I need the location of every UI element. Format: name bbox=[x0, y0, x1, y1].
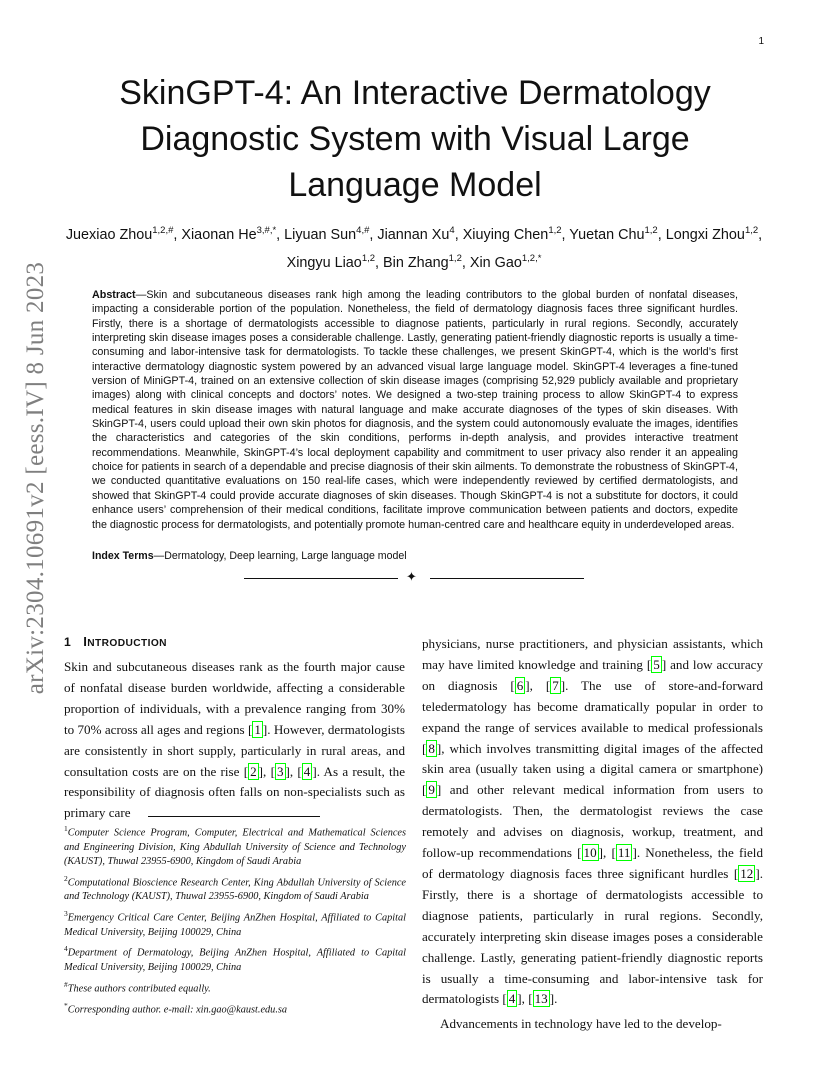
section-divider bbox=[244, 570, 584, 585]
citation-link[interactable]: 5 bbox=[653, 656, 660, 672]
citation-link[interactable]: 1 bbox=[254, 721, 261, 737]
author-name: Liyuan Sun bbox=[284, 226, 357, 243]
divider-line-left bbox=[244, 578, 398, 579]
author-affiliation-marks: 1,2 bbox=[548, 225, 562, 236]
footnote-text[interactable]: Corresponding author. e-mail: xin.gao@kaust.edu.sa bbox=[67, 1004, 288, 1016]
arxiv-identifier[interactable]: arXiv:2304.10691v2 [eess.IV] 8 Jun 2023 bbox=[22, 261, 49, 695]
footnote-mark: 4 bbox=[64, 944, 68, 954]
index-terms-text: —Dermatology, Deep learning, Large language model bbox=[153, 550, 407, 562]
author-affiliation-marks: 1,2,# bbox=[152, 225, 174, 236]
footnote-text: These authors contributed equally. bbox=[67, 983, 211, 995]
footnote-text: Computational Bioscience Research Center, King Abdullah University of Science and Technology (KAUST), Thuwal 23955-6900, Kingdom of Saudi Arabia bbox=[64, 877, 406, 903]
section-title-initial: I bbox=[83, 634, 88, 649]
index-terms bbox=[92, 550, 738, 562]
footnote bbox=[64, 872, 406, 905]
citation-link[interactable]: 11 bbox=[617, 845, 631, 861]
footnote bbox=[64, 978, 406, 997]
citation-link[interactable]: 6 bbox=[516, 677, 524, 693]
author-affiliation-marks: 1,2 bbox=[448, 252, 462, 264]
author-affiliation-marks: 4 bbox=[449, 225, 455, 236]
right-column bbox=[422, 634, 763, 1035]
citation-link[interactable]: 8 bbox=[428, 740, 435, 756]
section-number: 1 bbox=[64, 635, 72, 649]
citation-link[interactable]: 10 bbox=[583, 845, 597, 861]
abstract bbox=[92, 288, 738, 532]
abstract-text: —Skin and subcutaneous diseases rank high among the leading contributors to the global burden of nonfatal diseases, impacting a considerable portion of the population. Nonetheless, the field of dermatology diagnosis faces three significant hurdles. Firstly, there is a shortage of dermatologists accessible to diagnose patients, particularly in rural regions. Secondly, accurately interpreting skin disease images poses a considerable challenge. Lastly, generating patient-friendly diagnostic reports is usually a time-consuming and labor-intensive task for dermatologists. To tackle these challenges, we present SkinGPT-4, which is the world’s first interactive dermatology diagnostic system powered by an advanced visual large language model. SkinGPT-4 leverages a fine-tuned version of MiniGPT-4, trained on an extensive collection of skin disease images (comprising 52,929 publicly available and proprietary images) along with clinical concepts and doctors’ notes. We designed a two-step training process to allow SkinGPT-4 to express medical features in skin disease images with natural language and make accurate diagnoses of the types of skin diseases. With SkinGPT-4, users could upload their own skin photos for diagnosis, and the system could autonomously evaluate the images, identifies the characteristics and categories of the skin conditions, performs in-depth analysis, and provides interactive treatment recommendations. Meanwhile, SkinGPT-4’s local deployment capability and commitment to user privacy also render it an appealing choice for patients in search of a dependable and precise diagnosis of their skin ailments. To demonstrate the robustness of SkinGPT-4, we conducted quantitative evaluations on 150 real-life cases, which were independently reviewed by certified dermatologists, and showed that SkinGPT-4 could provide accurate diagnoses of skin diseases. Though SkinGPT-4 is not a substitute for doctors, it could enhance users’ comprehension of their medical conditions, facilitate improve communication between patients and doctors, expedite the diagnostic process for dermatologists, and potentially promote human-centred care and healthcare equity in underdeveloped areas. bbox=[92, 289, 738, 531]
footnote bbox=[64, 907, 406, 940]
footnote-mark: # bbox=[64, 979, 68, 989]
author-name: Juexiao Zhou bbox=[65, 226, 153, 243]
author-affiliation-marks: 1,2 bbox=[361, 252, 376, 264]
divider-diamond-icon: ✦ bbox=[406, 570, 417, 585]
author-name: Longxi Zhou bbox=[665, 226, 745, 243]
author-affiliation-marks: 3,#,* bbox=[256, 225, 277, 236]
author-name: Xingyu Liao bbox=[286, 254, 362, 271]
section-heading-introduction bbox=[64, 634, 167, 649]
author-affiliation-marks: 4,# bbox=[356, 225, 370, 236]
page-number: 1 bbox=[758, 36, 764, 47]
divider-line-right bbox=[430, 578, 584, 579]
citation-link[interactable]: 3 bbox=[276, 763, 284, 779]
citation-link[interactable]: 13 bbox=[534, 991, 548, 1007]
author-name: Xin Gao bbox=[469, 254, 522, 271]
footnote-text: Computer Science Program, Computer, Electrical and Mathematical Sciences and Engineering Division, King Abdullah University of Science and Technology (KAUST), Thuwal 23955-6900, Kingdom of Saudi Arabia bbox=[64, 827, 406, 867]
author-affiliation-marks: 1,2,* bbox=[521, 252, 542, 264]
author-name: Xiaonan He bbox=[181, 226, 257, 243]
author-list: Juexiao Zhou$^{1,2,\#}$, Xiaonan $He^{3,\#,*}$, Liyuan Sun$^{4,\#}$, Jiannan Xu$^4$, Xiuying Chen$^{1,2}$, Yuetan Chu$^{1,2}$, Longxi Zhou$^{1,2}$, Xingyu Liao$^{1,2}$, Bin Zhang$^{1,2}$, Xin Gao$^{1,2,*}$ bbox=[65, 225, 763, 271]
citation-link[interactable]: 2 bbox=[250, 763, 257, 779]
footnote-mark: * bbox=[64, 1001, 68, 1011]
paper-title: SkinGPT-4: An Interactive Dermatology Diagnostic System with Visual Large Language Model bbox=[119, 74, 711, 204]
citation-link[interactable]: 12 bbox=[740, 865, 754, 881]
citation-link[interactable]: 9 bbox=[428, 782, 435, 798]
footnote bbox=[64, 822, 406, 869]
abstract-label: Abstract bbox=[92, 289, 136, 301]
intro-paragraph-2: Advancements in technology have led to the develop- bbox=[440, 1016, 722, 1032]
author-affiliation-marks: 1,2 bbox=[644, 225, 658, 236]
author-name: Jiannan Xu bbox=[377, 226, 450, 243]
affiliation-footnotes bbox=[64, 822, 406, 1020]
footnote-mark: 3 bbox=[64, 909, 68, 919]
footnote-text: Department of Dermatology, Beijing AnZhen Hospital, Affiliated to Capital Medical University, Beijing 100029, China bbox=[64, 947, 406, 974]
author-affiliation-marks: 1,2 bbox=[744, 225, 759, 236]
intro-paragraph-1-continued: physicians, nurse practitioners, and physician assistants, which may have limited knowledge and training [ 5 ] and low accuracy on diagnosis [ 6 ], [ 7 ]. The use of store-and-forward teledermatology has become dramatically popular in order to expand the range of services available to medical professionals [ 8 ], which involves transmitting digital images of the affected skin area (usually taken using a digital camera or smartphone) [ 9 ] and other relevant medical information from users to dermatologists. Then, the dermatologist reviews the case remotely and advises on diagnosis, workup, treatment, and follow-up recommendations [ 10 ], [ 11 ]. Nonetheless, the field of dermatology diagnosis faces three significant hurdles [ 12 ]. Firstly, there is a shortage of dermatologists accessible to diagnose patients, particularly in rural regions. Secondly, accurately interpreting skin disease images poses a considerable challenge. Lastly, generating patient-friendly diagnostic reports is usually a time-consuming and labor-intensive task for dermatologists [ 4 ], [ 13 ]. bbox=[422, 636, 763, 1007]
intro-paragraph-1: Skin and subcutaneous diseases rank as the fourth major cause of nonfatal disease burden worldwide, affecting a considerable proportion of individuals, with a prevalence ranging from 30% to 70% across all ages and regions [ 1 ]. However, dermatologists are consistently in short supply, particularly in rural areas, and consultation costs are on the rise [ 2 ], [ 3 ], [ 4 ]. As a result, the responsibility of diagnosis often falls on non-specialists such as primary care bbox=[64, 659, 406, 821]
left-column bbox=[64, 657, 405, 824]
footnote-mark: 2 bbox=[64, 873, 68, 883]
footnote-mark: 1 bbox=[64, 824, 68, 833]
citation-link[interactable]: 4 bbox=[303, 763, 311, 779]
footnote bbox=[64, 999, 406, 1018]
footnote-rule bbox=[148, 816, 320, 817]
section-title-rest: NTRODUCTION bbox=[87, 638, 167, 649]
index-terms-label: Index Terms bbox=[92, 550, 154, 562]
author-name: Bin Zhang bbox=[383, 254, 449, 271]
citation-link[interactable]: 7 bbox=[552, 677, 559, 693]
author-name: Xiuying Chen bbox=[462, 226, 549, 243]
author-name: Yuetan Chu bbox=[569, 226, 645, 243]
footnote-text: Emergency Critical Care Center, Beijing AnZhen Hospital, Affiliated to Capital Medical University, Beijing 100029, China bbox=[64, 912, 406, 938]
citation-link[interactable]: 4 bbox=[508, 991, 516, 1007]
footnote bbox=[64, 942, 406, 975]
